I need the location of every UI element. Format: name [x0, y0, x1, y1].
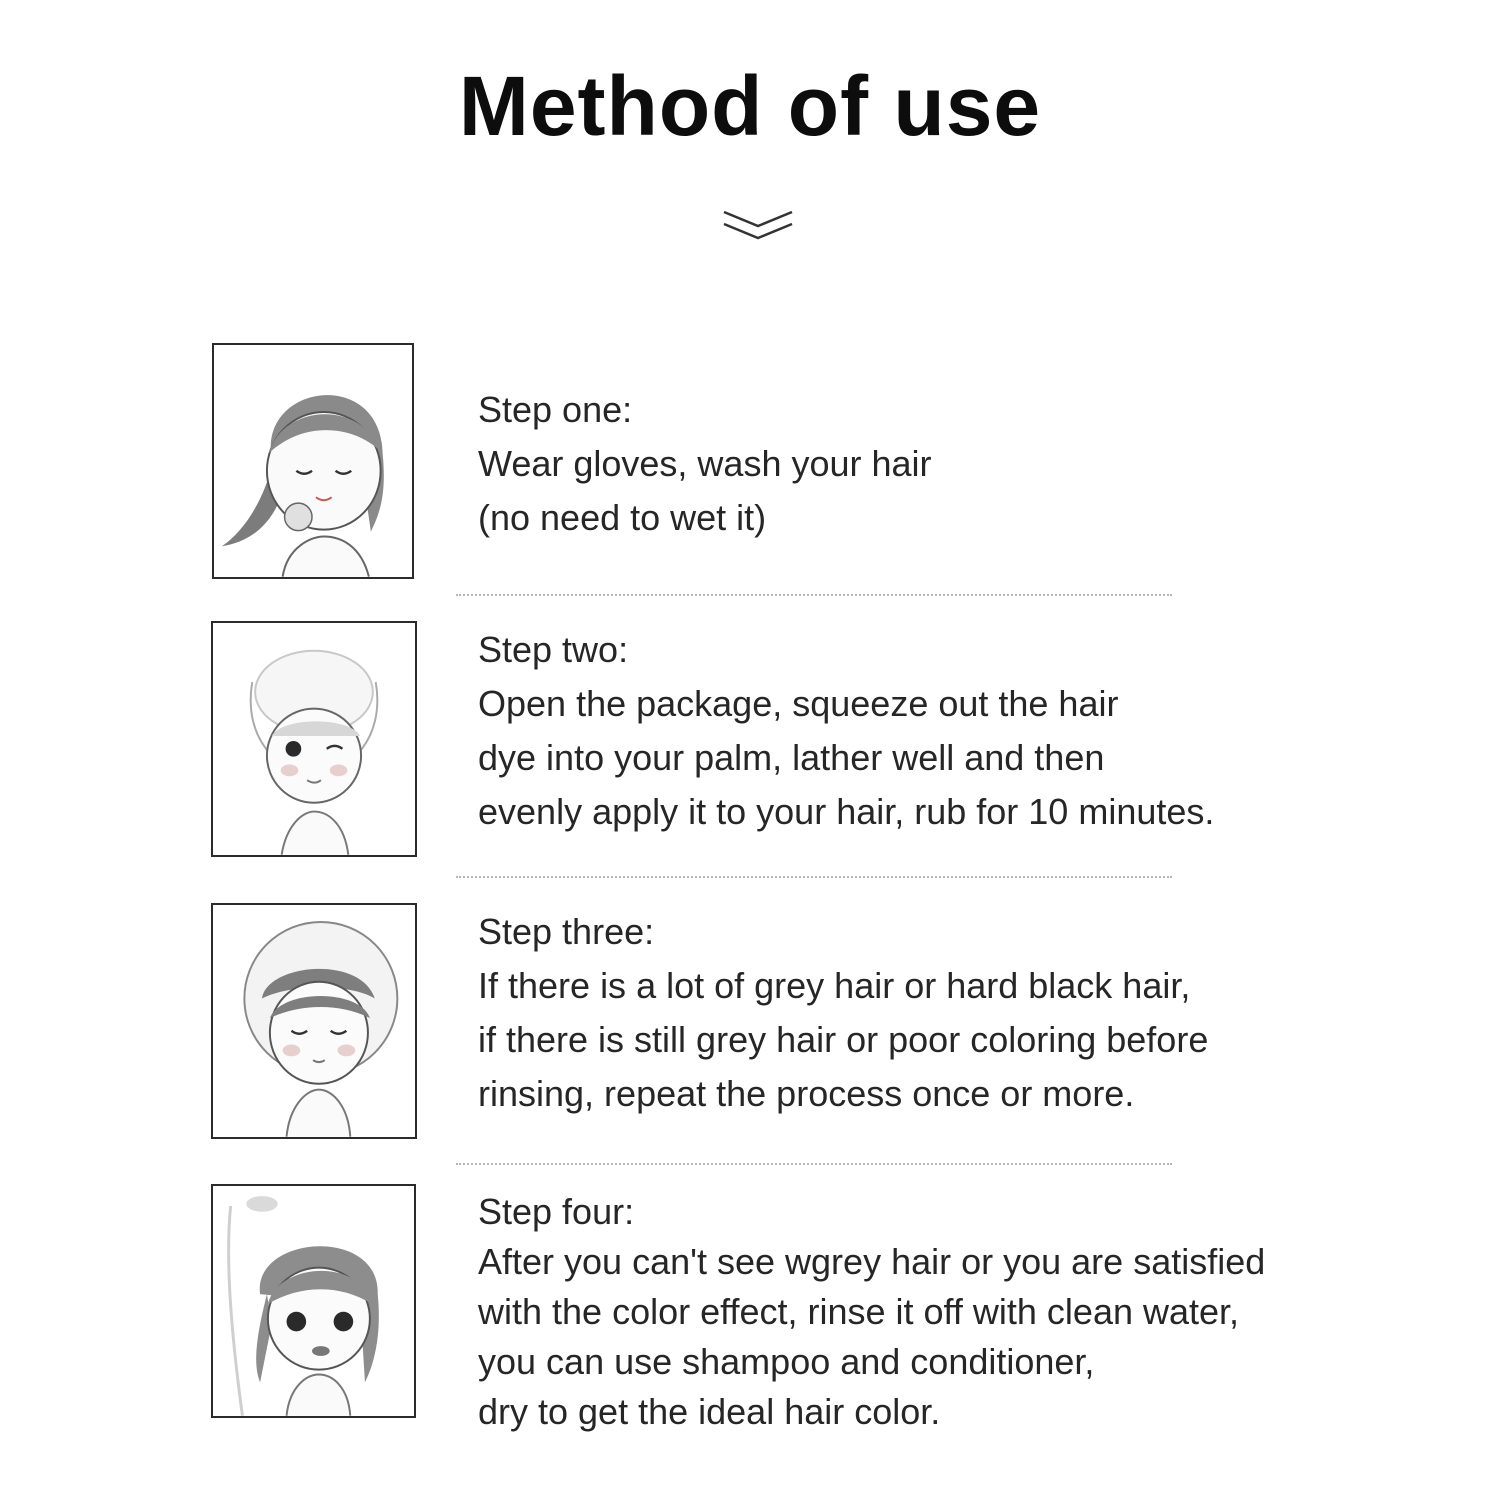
girl-shower-rinse-icon — [213, 1186, 414, 1416]
step-line: Open the package, squeeze out the hair — [478, 683, 1119, 724]
step-line: with the color effect, rinse it off with clean water, — [478, 1291, 1240, 1332]
step-two-text — [478, 623, 1214, 839]
divider — [456, 876, 1172, 878]
step-heading: Step three: — [478, 911, 655, 952]
double-chevron-down-icon — [720, 204, 796, 244]
girl-washing-hair-icon — [214, 345, 412, 577]
step-line: you can use shampoo and conditioner, — [478, 1341, 1095, 1382]
step-two-image — [211, 621, 417, 857]
step-line: After you can't see wgrey hair or you are satisfied — [478, 1241, 1266, 1282]
step-line: evenly apply it to your hair, rub for 10 minutes. — [478, 791, 1215, 832]
step-line: if there is still grey hair or poor coloring before — [478, 1019, 1209, 1060]
step-heading: Step one: — [478, 389, 633, 430]
divider — [456, 594, 1172, 596]
girl-foam-hair-icon — [213, 905, 415, 1137]
step-line: dry to get the ideal hair color. — [478, 1391, 941, 1432]
step-three-text — [478, 905, 1208, 1121]
step-line: rinsing, repeat the process once or more. — [478, 1073, 1135, 1114]
girl-lathering-hair-icon — [213, 623, 415, 855]
step-line: If there is a lot of grey hair or hard black hair, — [478, 965, 1191, 1006]
step-line: Wear gloves, wash your hair — [478, 443, 932, 484]
page-title: Method of use — [458, 59, 1042, 153]
step-line: dye into your palm, lather well and then — [478, 737, 1105, 778]
step-heading: Step four: — [478, 1191, 635, 1232]
step-one-image — [212, 343, 414, 579]
step-four-text — [478, 1187, 1265, 1437]
step-line: (no need to wet it) — [478, 497, 767, 538]
step-heading: Step two: — [478, 629, 629, 670]
step-four-image — [211, 1184, 416, 1418]
divider — [456, 1163, 1172, 1165]
step-three-image — [211, 903, 417, 1139]
step-one-text — [478, 383, 932, 545]
